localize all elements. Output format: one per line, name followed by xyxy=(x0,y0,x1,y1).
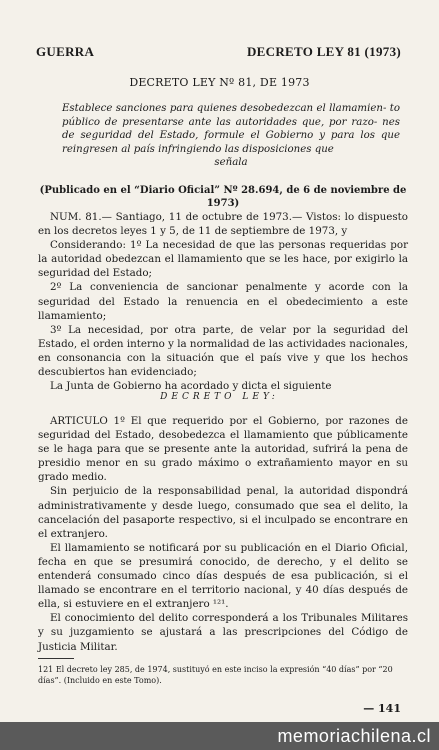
paragraph: 2º La conveniencia de sancionar penalmente y acorde con la seguridad del Estado la renuencia en el obedecimiento a este llamamiento; xyxy=(38,281,408,322)
articles xyxy=(38,414,408,654)
paragraph: El llamamiento se notificará por su publicación en el Diario Oficial, fecha en que se presumirá conocido, de derecho, y el delito se entenderá consumado cinco días después de esa publicación, si el llamado se encontrare en el territorio nacional, y 40 días después de ella, si estuviere en el extranjero ¹²¹. xyxy=(38,541,408,611)
summary-line: to público de presentarse ante las autoridades que, por razo- xyxy=(62,103,400,128)
summary-line: nes de seguridad del Estado, formule el Gobierno y para los xyxy=(62,116,400,142)
decree-summary xyxy=(62,102,400,170)
paragraph: ARTICULO 1º El que requerido por el Gobierno, por razones de seguridad del Estado, desobedezca el llamamiento que públicamente se le haga para que se presente ante la autoridad, sufrirá la pena de presidio menor en su grado máximo o extrañamiento mayor en su grado medio. xyxy=(38,415,408,484)
summary-line: Establece sanciones para quienes desobedezcan el llamamien- xyxy=(62,103,387,114)
paragraph: 3º La necesidad, por otra parte, de velar por la seguridad del Estado, el orden interno y la normalidad de las actividades nacionales, en consonancia con la situación que el país vive y que los hechos descubiertos han evidenciado; xyxy=(38,323,408,379)
page-number: — 141 xyxy=(363,702,401,715)
paragraph: La Junta de Gobierno ha acordado y dicta el siguiente xyxy=(50,380,332,393)
summary-line: que reingresen al país infringiendo las disposiciones que xyxy=(62,130,400,155)
footnote: 121 El decreto ley 285, de 1974, sustituyó en este inciso la expresión “40 días” por “20 días”. (Incluido en este Tomo). xyxy=(38,665,393,685)
section-separator: DECRETO LEY: xyxy=(160,392,279,402)
watermark: memoriachilena.cl xyxy=(0,722,439,750)
publication-note: (Publicado en el “Diario Oficial” Nº 28.694, de 6 de noviembre de 1973) xyxy=(39,185,407,209)
paragraph: NUM. 81.— Santiago, 11 de octubre de 1973.— Vistos: lo dispuesto en los decretos leyes 1 y 5, de 11 de septiembre de 1973, y xyxy=(38,211,408,238)
preamble xyxy=(38,210,408,393)
paragraph: Considerando: 1º La necesidad de que las personas requeridas por la autoridad obedezcan el llamamiento que se les hace, por exigirlo la seguridad del Estado; xyxy=(38,239,408,280)
paragraph: El conocimiento del delito corresponderá a los Tribunales Militares y su juzgamiento se ajustará a las prescripciones del Código de Justicia Militar. xyxy=(38,612,408,653)
running-header xyxy=(36,44,401,60)
header-left: GUERRA xyxy=(36,44,95,59)
paragraph: Sin perjuicio de la responsabilidad penal, la autoridad dispondrá administrativamente y desde luego, consumado que sea el delito, la cancelación del pasaporte respectivo, si el inculpado se encontrare en el extranjero. xyxy=(38,485,408,540)
footnote-rule xyxy=(38,658,74,659)
summary-line: señala xyxy=(214,157,248,169)
decree-title: DECRETO LEY Nº 81, DE 1973 xyxy=(129,76,310,89)
header-right: DECRETO LEY 81 (1973) xyxy=(246,44,401,59)
